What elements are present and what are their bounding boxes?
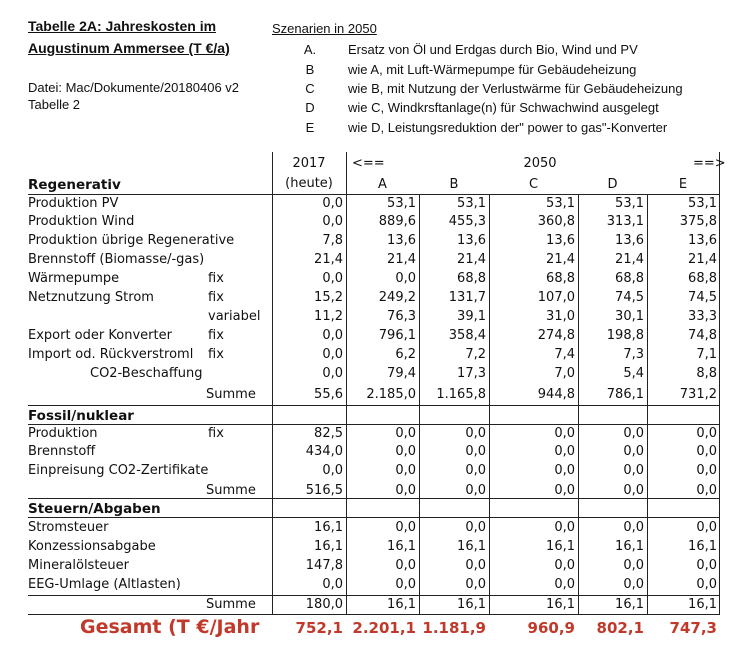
grid-hline-steuern: [28, 517, 720, 518]
col-header-c: C: [528, 177, 539, 192]
cell-value: 16,1: [546, 597, 575, 612]
cell-value: 33,3: [688, 309, 717, 324]
grid-hline-steuern-sum: [28, 595, 720, 596]
row-label: Export oder Konverter: [28, 328, 172, 343]
cell-value: 0,0: [554, 520, 575, 535]
cell-value: 30,1: [615, 309, 644, 324]
cell-value: 0,0: [554, 426, 575, 441]
sum-label: Summe: [206, 483, 256, 498]
col-header-heute: (heute): [285, 176, 333, 191]
cell-value: 0,0: [322, 577, 343, 592]
cell-value: 0,0: [554, 483, 575, 498]
cell-value: 0,0: [322, 196, 343, 211]
cell-value: 39,1: [457, 309, 486, 324]
cell-value: 1.165,8: [436, 387, 486, 402]
cell-value: 0,0: [623, 444, 644, 459]
cell-value: 13,6: [688, 233, 717, 248]
col-header-e: E: [678, 177, 688, 192]
cell-value: 74,5: [615, 290, 644, 305]
sum-label: Summe: [206, 387, 256, 402]
row-label: Produktion übrige Regenerative: [28, 233, 235, 248]
row-tag: fix: [208, 290, 224, 305]
cell-value: 0,0: [465, 558, 486, 573]
cell-value: 0,0: [623, 577, 644, 592]
cell-value: 0,0: [696, 483, 717, 498]
row-label: Produktion: [28, 426, 98, 441]
cell-value: 0,0: [465, 577, 486, 592]
row-label: EEG-Umlage (Altlasten): [28, 577, 181, 592]
cell-value: 21,4: [387, 252, 416, 267]
cell-value: 731,2: [679, 387, 717, 402]
cell-value: 53,1: [546, 196, 575, 211]
cell-value: 0,0: [395, 463, 416, 478]
section-regenerativ: Regenerativ: [28, 177, 121, 193]
cell-value: 147,8: [305, 558, 343, 573]
scenarios-title: Szenarien in 2050: [272, 21, 377, 36]
cell-value: 15,2: [314, 290, 343, 305]
cell-value: 0,0: [322, 347, 343, 362]
scenario-text-e: wie D, Leistungsreduktion der" power to gas"-Konverter: [348, 120, 668, 135]
cell-value: 79,4: [387, 366, 416, 381]
cell-value: 13,6: [546, 233, 575, 248]
cell-value: 131,7: [448, 290, 486, 305]
cell-value: 21,4: [615, 252, 644, 267]
cell-value: 68,8: [688, 271, 717, 286]
cell-value: 0,0: [623, 426, 644, 441]
row-label: Einpreisung CO2-Zertifikate: [28, 463, 209, 478]
sum-label: Summe: [206, 597, 256, 612]
cell-value: 11,2: [314, 309, 343, 324]
cell-value: 82,5: [314, 426, 343, 441]
cell-value: 13,6: [457, 233, 486, 248]
col-header-2017: 2017: [292, 156, 326, 171]
cell-value: 0,0: [395, 577, 416, 592]
cell-value: 0,0: [322, 271, 343, 286]
cell-value: 68,8: [615, 271, 644, 286]
table-title-line2: Augustinum Ammersee (T €/a): [28, 40, 230, 56]
col-header-b: B: [449, 177, 459, 192]
cell-value: 13,6: [615, 233, 644, 248]
cell-value: 53,1: [615, 196, 644, 211]
section-steuern: Steuern/Abgaben: [28, 501, 161, 517]
cell-value: 21,4: [688, 252, 717, 267]
row-label: Mineralölsteuer: [28, 558, 130, 573]
cell-value: 68,8: [546, 271, 575, 286]
cell-value: 0,0: [465, 483, 486, 498]
row-label: Netznutzung Strom: [28, 290, 154, 305]
cell-value: 16,1: [615, 539, 644, 554]
cell-value: 5,4: [623, 366, 644, 381]
grid-hline-bottom: [28, 614, 720, 615]
cell-value: 0,0: [465, 463, 486, 478]
cell-value: 0,0: [623, 483, 644, 498]
cell-value: 0,0: [554, 444, 575, 459]
scenario-text-d: wie C, Windkrsftanlage(n) für Schwachwind ausgelegt: [348, 100, 659, 115]
row-tag: variabel: [208, 309, 261, 324]
row-label: Stromsteuer: [28, 520, 109, 535]
cell-value: 0,0: [696, 558, 717, 573]
grid-hline-fossil: [28, 424, 720, 425]
row-label: Brennstoff: [28, 444, 96, 459]
cell-value: 0,0: [395, 520, 416, 535]
row-label: Produktion PV: [28, 196, 119, 211]
scenario-key-b: B: [305, 62, 315, 77]
cell-value: 516,5: [305, 483, 343, 498]
row-label: Brennstoff (Biomasse/-gas): [28, 252, 205, 267]
col-header-a: A: [378, 177, 387, 192]
cell-value: 21,4: [457, 252, 486, 267]
cell-value: 944,8: [537, 387, 575, 402]
cell-value: 198,8: [606, 328, 644, 343]
scenario-text-a: Ersatz von Öl und Erdgas durch Bio, Wind und PV: [348, 42, 638, 57]
cell-value: 21,4: [546, 252, 575, 267]
cell-value: 0,0: [696, 463, 717, 478]
cell-value: 0,0: [322, 328, 343, 343]
gesamt-value: 960,9: [527, 619, 575, 637]
cell-value: 375,8: [679, 214, 717, 229]
cell-value: 0,0: [696, 426, 717, 441]
cell-value: 74,5: [688, 290, 717, 305]
section-fossil: Fossil/nuklear: [28, 408, 134, 424]
cell-value: 21,4: [314, 252, 343, 267]
cell-value: 0,0: [322, 214, 343, 229]
row-tag: fix: [208, 271, 224, 286]
cell-value: 434,0: [305, 444, 343, 459]
cell-value: 0,0: [623, 463, 644, 478]
row-label: Produktion Wind: [28, 214, 135, 229]
cell-value: 16,1: [457, 539, 486, 554]
cell-value: 0,0: [554, 558, 575, 573]
scenario-key-c: C: [305, 81, 315, 96]
gesamt-value: 2.201,1: [352, 619, 416, 637]
cell-value: 16,1: [314, 520, 343, 535]
row-tag: fix: [208, 347, 224, 362]
cell-value: 16,1: [688, 539, 717, 554]
grid-hline-regenerativ-sum: [28, 405, 720, 406]
cell-value: 2.185,0: [366, 387, 416, 402]
cell-value: 0,0: [395, 483, 416, 498]
cell-value: 313,1: [606, 214, 644, 229]
row-label: Wärmepumpe: [28, 271, 120, 286]
cell-value: 53,1: [457, 196, 486, 211]
cell-value: 55,6: [314, 387, 343, 402]
cell-value: 0,0: [465, 520, 486, 535]
cell-value: 274,8: [537, 328, 575, 343]
cell-value: 0,0: [623, 558, 644, 573]
grid-vline-7: [719, 152, 720, 614]
cell-value: 0,0: [696, 577, 717, 592]
cell-value: 53,1: [387, 196, 416, 211]
scenario-key-d: D: [305, 100, 315, 115]
scenario-key-a: A.: [303, 42, 317, 57]
cell-value: 31,0: [546, 309, 575, 324]
cell-value: 7,4: [554, 347, 575, 362]
cell-value: 16,1: [314, 539, 343, 554]
gesamt-value: 1.181,9: [422, 619, 486, 637]
cell-value: 0,0: [554, 577, 575, 592]
cell-value: 7,2: [465, 347, 486, 362]
cell-value: 360,8: [537, 214, 575, 229]
cell-value: 0,0: [465, 426, 486, 441]
cell-value: 0,0: [554, 463, 575, 478]
scenario-key-e: E: [305, 120, 315, 135]
cell-value: 0,0: [395, 558, 416, 573]
cell-value: 8,8: [696, 366, 717, 381]
cell-value: 0,0: [395, 426, 416, 441]
cell-value: 17,3: [457, 366, 486, 381]
col-header-arrow-right: ==>: [693, 156, 726, 171]
gesamt-label: Gesamt (T €/Jahr: [80, 616, 260, 638]
row-label: Import od. Rückverstroml: [28, 347, 194, 362]
cell-value: 13,6: [387, 233, 416, 248]
cell-value: 786,1: [606, 387, 644, 402]
cell-value: 7,1: [696, 347, 717, 362]
scenario-text-b: wie A, mit Luft-Wärmepumpe für Gebäudeheizung: [348, 62, 637, 77]
gesamt-value: 747,3: [669, 619, 717, 637]
cell-value: 16,1: [387, 597, 416, 612]
cell-value: 0,0: [395, 271, 416, 286]
gesamt-value: 752,1: [295, 619, 343, 637]
cell-value: 0,0: [395, 444, 416, 459]
col-header-arrow-left: <==: [352, 156, 385, 171]
table-label: Tabelle 2: [28, 97, 81, 112]
cell-value: 0,0: [322, 463, 343, 478]
file-path: Datei: Mac/Dokumente/20180406 v2: [28, 80, 240, 95]
cell-value: 68,8: [457, 271, 486, 286]
cell-value: 796,1: [378, 328, 416, 343]
cell-value: 180,0: [305, 597, 343, 612]
cell-value: 53,1: [688, 196, 717, 211]
row-label: CO2-Beschaffung: [90, 366, 203, 381]
col-header-d: D: [607, 177, 618, 192]
row-tag: fix: [208, 426, 224, 441]
cell-value: 16,1: [457, 597, 486, 612]
cell-value: 455,3: [448, 214, 486, 229]
cell-value: 74,8: [688, 328, 717, 343]
cell-value: 0,0: [465, 444, 486, 459]
cell-value: 7,0: [554, 366, 575, 381]
cell-value: 7,3: [623, 347, 644, 362]
gesamt-value: 802,1: [596, 619, 644, 637]
cell-value: 16,1: [688, 597, 717, 612]
cell-value: 0,0: [623, 520, 644, 535]
cell-value: 6,2: [395, 347, 416, 362]
cell-value: 76,3: [387, 309, 416, 324]
scenario-text-c: wie B, mit Nutzung der Verlustwärme für Gebäudeheizung: [348, 81, 683, 96]
cell-value: 107,0: [537, 290, 575, 305]
grid-hline-fossil-sum: [28, 498, 720, 499]
grid-hline-header: [28, 194, 720, 195]
table-title-line1: Tabelle 2A: Jahreskosten im: [28, 18, 217, 34]
row-label: Konzessionsabgabe: [28, 539, 156, 554]
cell-value: 0,0: [696, 444, 717, 459]
row-tag: fix: [208, 328, 224, 343]
cell-value: 0,0: [696, 520, 717, 535]
cell-value: 358,4: [448, 328, 486, 343]
cell-value: 0,0: [322, 366, 343, 381]
col-header-2050: 2050: [523, 156, 557, 171]
cell-value: 249,2: [378, 290, 416, 305]
cell-value: 7,8: [322, 233, 343, 248]
cell-value: 16,1: [546, 539, 575, 554]
cell-value: 16,1: [615, 597, 644, 612]
cell-value: 16,1: [387, 539, 416, 554]
cell-value: 889,6: [378, 214, 416, 229]
